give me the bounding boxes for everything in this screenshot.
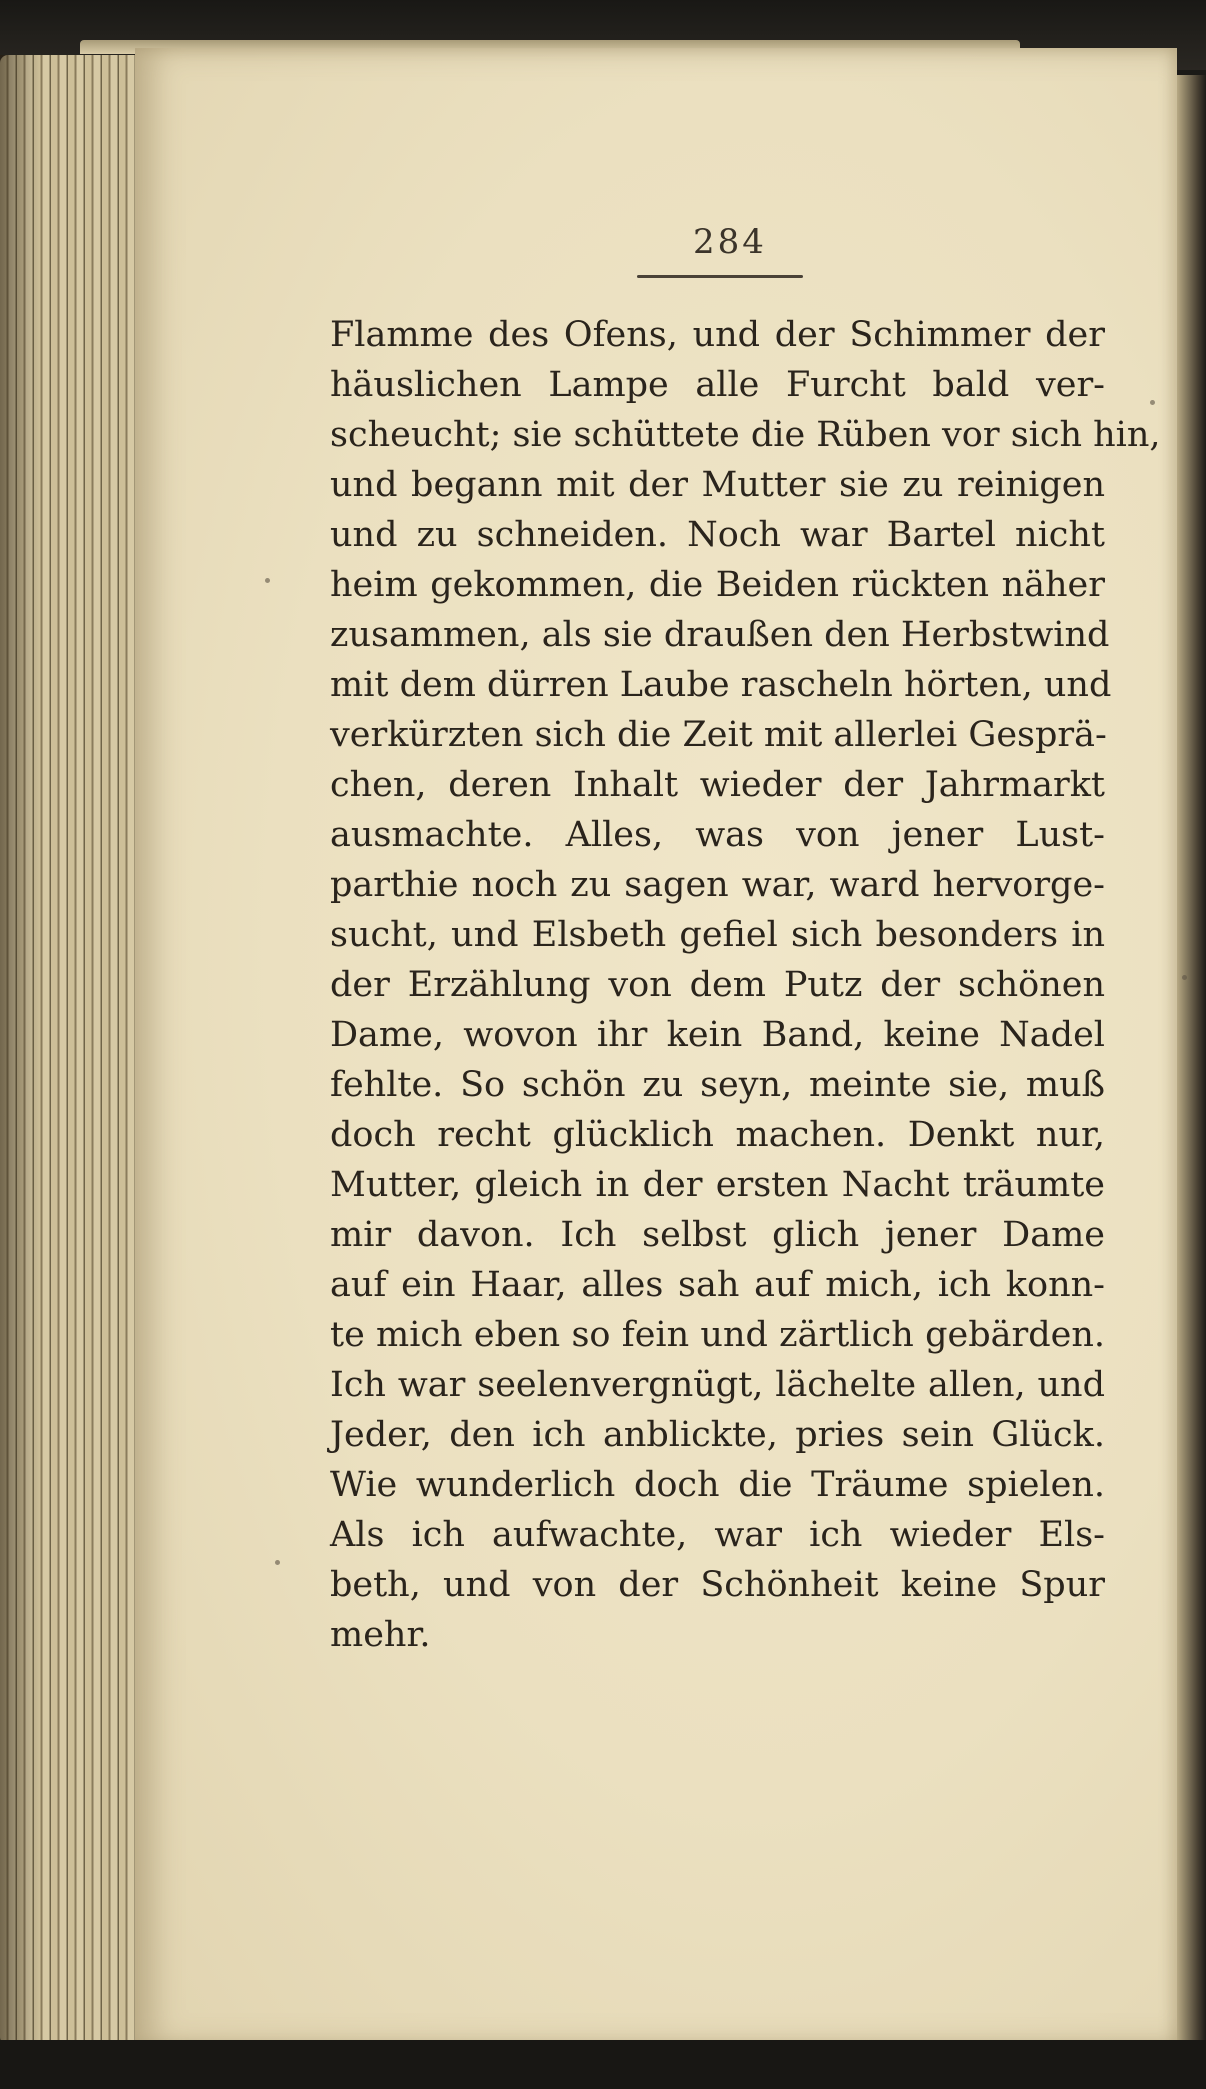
text-line: Dame, wovon ihr kein Band, keine Nadel — [330, 1015, 1105, 1055]
text-line: chen, deren Inhalt wieder der Jahrmarkt — [330, 765, 1105, 805]
text-line: mir davon. Ich selbst glich jener Dame — [330, 1215, 1105, 1255]
text-line: beth, und von der Schönheit keine Spur — [330, 1565, 1105, 1605]
text-line: Als ich aufwachte, war ich wieder Els- — [330, 1515, 1105, 1555]
text-line: verkürzten sich die Zeit mit allerlei Gesprä- — [330, 715, 1107, 755]
text-line: fehlte. So schön zu seyn, meinte sie, muß — [330, 1065, 1105, 1105]
body-text — [330, 310, 1161, 1660]
text-line: häuslichen Lampe alle Furcht bald ver- — [330, 365, 1105, 405]
header-rule — [637, 275, 803, 278]
page-right-edge — [1177, 75, 1206, 2045]
scan-background-bottom — [0, 2040, 1206, 2089]
text-line: Ich war seelenvergnügt, lächelte allen, und — [330, 1365, 1105, 1405]
text-line: zusammen, als sie draußen den Herbstwind — [330, 615, 1110, 655]
text-line: te mich eben so fein und zärtlich gebärden. — [330, 1315, 1105, 1355]
text-line: und begann mit der Mutter sie zu reinigen — [330, 465, 1105, 505]
paper-speck — [1150, 400, 1155, 405]
text-line: Flamme des Ofens, und der Schimmer der — [330, 315, 1105, 355]
text-line: der Erzählung von dem Putz der schönen — [330, 965, 1105, 1005]
paper-speck — [1182, 975, 1187, 980]
paper-speck — [275, 1560, 280, 1565]
text-line: ausmachte. Alles, was von jener Lust- — [330, 815, 1105, 855]
text-line: auf ein Haar, alles sah auf mich, ich konn- — [330, 1265, 1105, 1305]
text-line: Wie wunderlich doch die Träume spielen. — [330, 1465, 1105, 1505]
text-line: Mutter, gleich in der ersten Nacht träumte — [330, 1165, 1105, 1205]
text-line: mit dem dürren Laube rascheln hörten, und — [330, 665, 1112, 705]
text-line: mehr. — [330, 1615, 431, 1655]
text-line: heim gekommen, die Beiden rückten näher — [330, 565, 1105, 605]
text-line: parthie noch zu sagen war, ward hervorge- — [330, 865, 1105, 905]
text-line: sucht, und Elsbeth gefiel sich besonders in — [330, 915, 1105, 955]
text-line: und zu schneiden. Noch war Bartel nicht — [330, 515, 1105, 555]
text-line: scheucht; sie schüttete die Rüben vor sich hin, — [330, 415, 1161, 455]
page-stack-shadow — [0, 55, 40, 2045]
paper-speck — [265, 578, 270, 583]
page-number: 284 — [693, 222, 767, 262]
text-line: Jeder, den ich anblickte, pries sein Glück. — [330, 1415, 1105, 1455]
text-line: doch recht glücklich machen. Denkt nur, — [330, 1115, 1105, 1155]
